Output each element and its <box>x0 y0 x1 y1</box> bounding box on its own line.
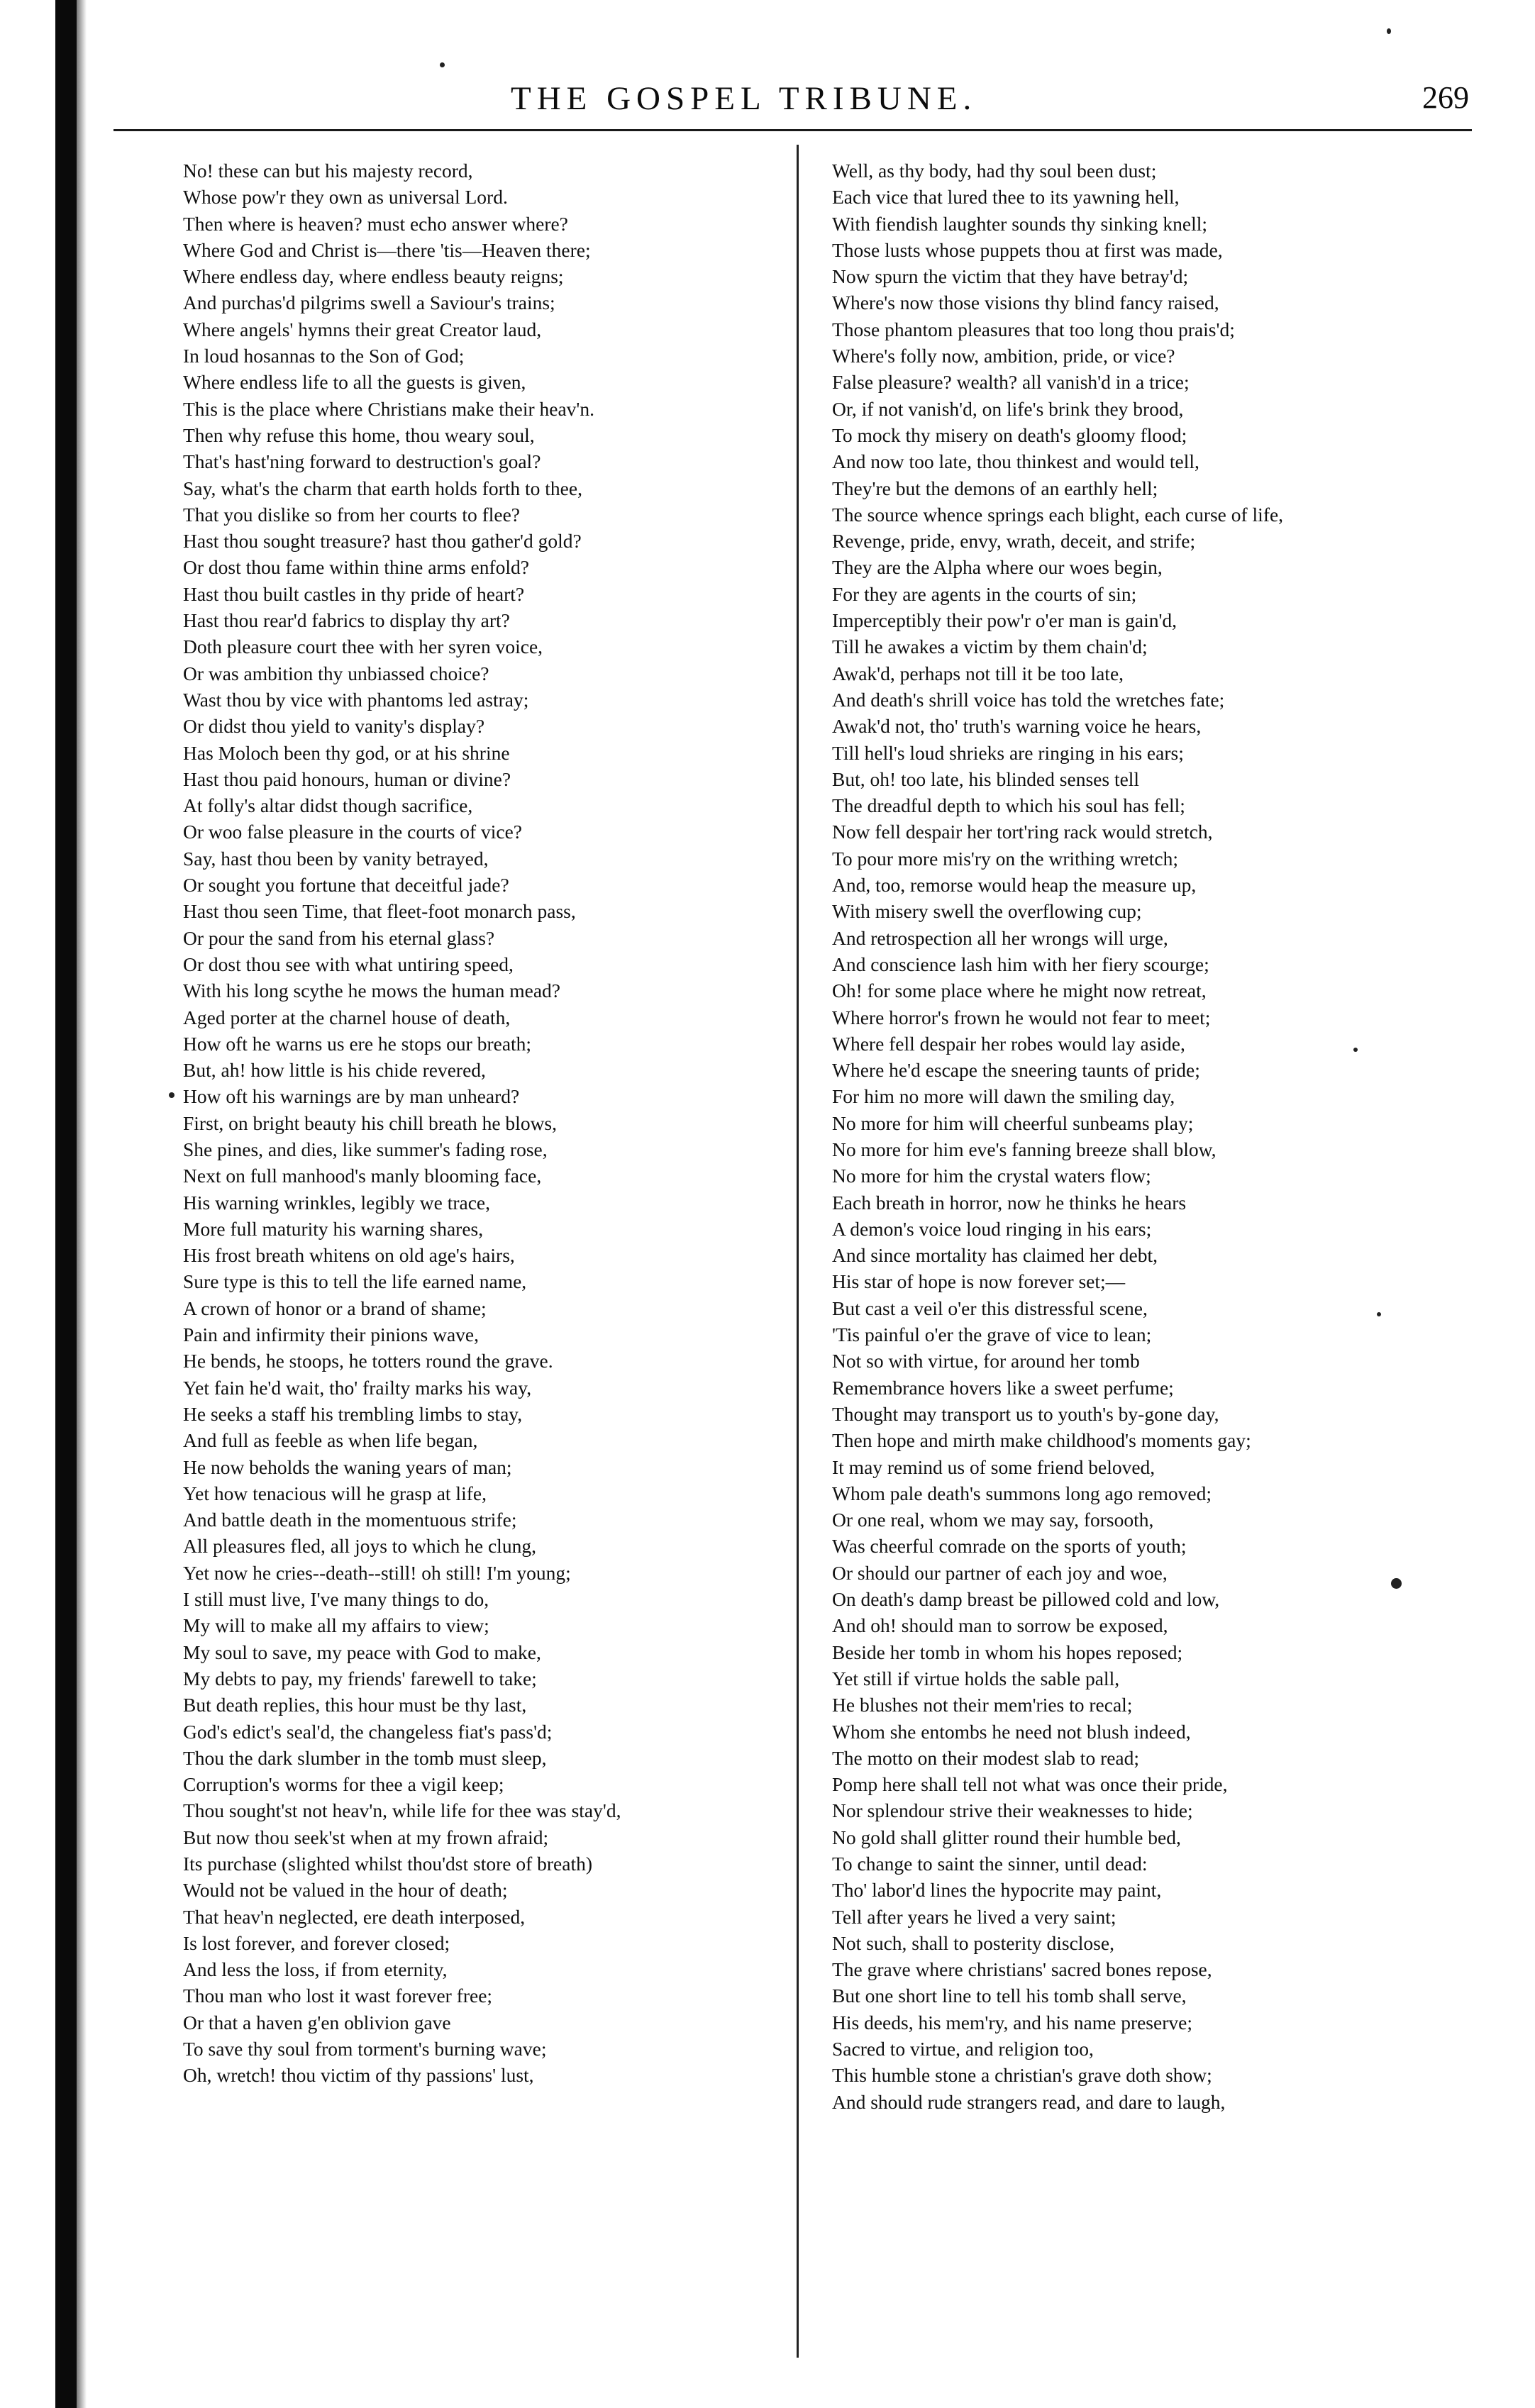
text-line: Say, hast thou been by vanity betrayed, <box>183 847 489 870</box>
text-line: No more for him the crystal waters flow; <box>832 1165 1151 1187</box>
text-line: This is the place where Christians make their heav'n. <box>183 397 594 420</box>
text-line: Or woo false pleasure in the courts of vice? <box>183 821 523 843</box>
text-line: Each vice that lured thee to its yawning hell, <box>832 186 1180 209</box>
text-line: To save thy soul from torment's burning wave; <box>183 2038 547 2060</box>
text-line: Where fell despair her robes would lay aside, <box>832 1032 1185 1055</box>
text-line: Sure type is this to tell the life earned name, <box>183 1270 527 1293</box>
text-line: Would not be valued in the hour of death; <box>183 1879 508 1902</box>
text-line: For him no more will dawn the smiling day, <box>832 1085 1175 1108</box>
text-line: How oft he warns us ere he stops our breath; <box>183 1032 532 1055</box>
text-line: In loud hosannas to the Son of God; <box>183 345 465 367</box>
text-line: With fiendish laughter sounds thy sinking knell; <box>832 212 1207 235</box>
speck <box>440 62 445 67</box>
text-line: Yet still if virtue holds the sable pall, <box>832 1667 1120 1690</box>
text-line: Pomp here shall tell not what was once their pride, <box>832 1773 1228 1796</box>
text-line: And now too late, thou thinkest and would tell, <box>832 450 1199 473</box>
text-line: She pines, and dies, like summer's fading rose, <box>183 1138 548 1160</box>
text-line: Oh! for some place where he might now retreat, <box>832 980 1207 1002</box>
text-line: Pain and infirmity their pinions wave, <box>183 1324 480 1346</box>
text-line: Or pour the sand from his eternal glass? <box>183 926 495 949</box>
text-line: Where's now those visions thy blind fancy raised, <box>832 292 1219 314</box>
text-line: And retrospection all her wrongs will urge, <box>832 926 1168 949</box>
text-line: The dreadful depth to which his soul has fell; <box>832 794 1185 817</box>
text-line: Thou sought'st not heav'n, while life for thee was stay'd, <box>183 1799 621 1822</box>
text-line: My soul to save, my peace with God to make, <box>183 1641 541 1663</box>
text-line: How oft his warnings are by man unheard? <box>183 1085 520 1108</box>
text-line: Where horror's frown he would not fear to meet; <box>832 1006 1211 1028</box>
text-line: It may remind us of some friend beloved, <box>832 1455 1156 1478</box>
page-number: 269 <box>1422 80 1469 115</box>
text-line: Is lost forever, and forever closed; <box>183 1931 450 1954</box>
text-line: Next on full manhood's manly blooming face, <box>183 1165 542 1187</box>
text-line: And full as feeble as when life began, <box>183 1429 478 1452</box>
text-line: This humble stone a christian's grave doth show; <box>832 2064 1212 2087</box>
text-line: Sacred to virtue, and religion too, <box>832 2038 1094 2060</box>
text-line: Revenge, pride, envy, wrath, deceit, and strife; <box>832 530 1196 553</box>
text-line: To mock thy misery on death's gloomy flood; <box>832 423 1187 446</box>
text-line: Hast thou rear'd fabrics to display thy art? <box>183 609 510 632</box>
text-line: Hast thou sought treasure? hast thou gather'd gold? <box>183 530 582 553</box>
text-line: Till he awakes a victim by them chain'd; <box>832 636 1148 658</box>
text-line: Its purchase (slighted whilst thou'dst store of breath) <box>183 1853 592 1875</box>
text-line: Whom pale death's summons long ago removed; <box>832 1482 1212 1504</box>
text-line: Till hell's loud shrieks are ringing in his ears; <box>832 741 1184 764</box>
text-line: Where he'd escape the sneering taunts of pride; <box>832 1059 1200 1082</box>
text-line: Then where is heaven? must echo answer where? <box>183 212 568 235</box>
text-line: Hast thou paid honours, human or divine? <box>183 767 511 790</box>
text-line: The grave where christians' sacred bones repose, <box>832 1958 1212 1981</box>
text-line: He seeks a staff his trembling limbs to stay, <box>183 1402 523 1425</box>
text-line: But, oh! too late, his blinded senses tell <box>832 767 1140 790</box>
text-line: Oh, wretch! thou victim of thy passions' lust, <box>183 2064 534 2087</box>
text-line: To change to saint the sinner, until dead: <box>832 1853 1148 1875</box>
text-line: And oh! should man to sorrow be exposed, <box>832 1614 1168 1637</box>
text-line: Corruption's worms for thee a vigil keep; <box>183 1773 504 1796</box>
text-line: And, too, remorse would heap the measure up, <box>832 874 1197 897</box>
text-line: Or one real, whom we may say, forsooth, <box>832 1509 1154 1531</box>
header-rule <box>113 129 1472 131</box>
text-line: No more for him eve's fanning breeze shall blow, <box>832 1138 1217 1160</box>
text-line: Thought may transport us to youth's by-gone day, <box>832 1402 1219 1425</box>
text-line: He bends, he stoops, he totters round the grave. <box>183 1350 553 1372</box>
text-line: Or dost thou fame within thine arms enfold? <box>183 556 530 579</box>
text-line: Thou man who lost it wast forever free; <box>183 1985 493 2007</box>
text-line: Where angels' hymns their great Creator laud, <box>183 318 542 340</box>
binding-spine <box>55 0 77 2408</box>
text-line: Where endless life to all the guests is given, <box>183 371 526 394</box>
text-line: Whose pow'r they own as universal Lord. <box>183 186 508 209</box>
text-line: They're but the demons of an earthly hell; <box>832 477 1158 499</box>
text-line: Nor splendour strive their weaknesses to hide; <box>832 1799 1193 1822</box>
text-line: Where's folly now, ambition, pride, or vice? <box>832 345 1175 367</box>
text-line: Hast thou built castles in thy pride of heart? <box>183 582 525 605</box>
text-line: No! these can but his majesty record, <box>183 160 473 182</box>
page-header <box>113 79 1472 129</box>
text-line: False pleasure? wealth? all vanish'd in a trice; <box>832 371 1190 394</box>
text-line: And death's shrill voice has told the wretches fate; <box>832 688 1225 711</box>
text-line: Or didst thou yield to vanity's display? <box>183 715 485 738</box>
text-line: Each breath in horror, now he thinks he hears <box>832 1191 1187 1214</box>
binding-shadow <box>77 0 87 2408</box>
text-line: Aged porter at the charnel house of death, <box>183 1006 511 1028</box>
text-line: But cast a veil o'er this distressful scene, <box>832 1297 1148 1319</box>
text-line: Awak'd, perhaps not till it be too late, <box>832 662 1124 684</box>
text-line: And since mortality has claimed her debt, <box>832 1244 1158 1267</box>
text-line: And purchas'd pilgrims swell a Saviour's trains; <box>183 292 555 314</box>
text-line: And battle death in the momentuous strife; <box>183 1509 517 1531</box>
text-line: Or, if not vanish'd, on life's brink they brood, <box>832 397 1184 420</box>
text-line: Then hope and mirth make childhood's moments gay; <box>832 1429 1251 1452</box>
text-line: Thou the dark slumber in the tomb must sleep, <box>183 1746 547 1769</box>
right-column <box>832 157 1470 2115</box>
text-line: And conscience lash him with her fiery scourge; <box>832 953 1209 975</box>
text-line: Well, as thy body, had thy soul been dust; <box>832 160 1157 182</box>
text-line: Wast thou by vice with phantoms led astray; <box>183 688 529 711</box>
text-line: They are the Alpha where our woes begin, <box>832 556 1163 579</box>
text-line: His deeds, his mem'ry, and his name preserve; <box>832 2011 1192 2034</box>
speck <box>1387 28 1391 34</box>
text-line: Say, what's the charm that earth holds forth to thee, <box>183 477 582 499</box>
text-line: Remembrance hovers like a sweet perfume; <box>832 1376 1174 1399</box>
text-line: At folly's altar didst though sacrifice, <box>183 794 473 817</box>
text-line: A demon's voice loud ringing in his ears; <box>832 1217 1152 1240</box>
speck <box>1353 1048 1358 1052</box>
text-line: He now beholds the waning years of man; <box>183 1455 512 1478</box>
text-line: Tho' labor'd lines the hypocrite may paint, <box>832 1879 1162 1902</box>
text-line: Now fell despair her tort'ring rack would stretch, <box>832 821 1213 843</box>
text-line: The motto on their modest slab to read; <box>832 1746 1140 1769</box>
text-line: Tell after years he lived a very saint; <box>832 1905 1116 1928</box>
text-line: Not such, shall to posterity disclose, <box>832 1931 1114 1954</box>
text-line: 'Tis painful o'er the grave of vice to lean; <box>832 1324 1152 1346</box>
text-line: Awak'd not, tho' truth's warning voice he hears, <box>832 715 1202 738</box>
text-line: My will to make all my affairs to view; <box>183 1614 489 1637</box>
text-line: That you dislike so from her courts to flee? <box>183 503 521 526</box>
text-line: Or was ambition thy unbiassed choice? <box>183 662 489 684</box>
text-line: First, on bright beauty his chill breath he blows, <box>183 1111 558 1134</box>
text-line: With his long scythe he mows the human mead? <box>183 980 560 1002</box>
left-column <box>183 157 786 2089</box>
text-line: Hast thou seen Time, that fleet-foot monarch pass, <box>183 900 576 923</box>
text-line: Yet how tenacious will he grasp at life, <box>183 1482 487 1504</box>
text-line: Or sought you fortune that deceitful jade? <box>183 874 509 897</box>
speck <box>169 1092 174 1098</box>
text-line: Where God and Christ is—there 'tis—Heaven there; <box>183 238 591 261</box>
text-line: Was cheerful comrade on the sports of youth; <box>832 1535 1187 1558</box>
text-line: His frost breath whitens on old age's hairs, <box>183 1244 515 1267</box>
text-line: That's hast'ning forward to destruction's goal? <box>183 450 541 473</box>
text-line: Yet fain he'd wait, tho' frailty marks his way, <box>183 1376 532 1399</box>
text-line: Has Moloch been thy god, or at his shrine <box>183 741 510 764</box>
text-line: Or that a haven g'en oblivion gave <box>183 2011 451 2034</box>
text-line: Not so with virtue, for around her tomb <box>832 1350 1140 1372</box>
text-line: My debts to pay, my friends' farewell to take; <box>183 1667 537 1690</box>
text-line: And less the loss, if from eternity, <box>183 1958 448 1981</box>
text-line: Those phantom pleasures that too long thou prais'd; <box>832 318 1235 340</box>
speck <box>1391 1578 1402 1589</box>
text-line: More full maturity his warning shares, <box>183 1217 484 1240</box>
text-line: That heav'n neglected, ere death interposed, <box>183 1905 526 1928</box>
text-line: On death's damp breast be pillowed cold and low, <box>832 1588 1220 1611</box>
text-line: Where endless day, where endless beauty reigns; <box>183 265 564 288</box>
text-line: Yet now he cries--death--still! oh still! I'm young; <box>183 1561 571 1584</box>
text-line: His star of hope is now forever set;— <box>832 1270 1126 1293</box>
text-line: To pour more mis'ry on the writhing wretch; <box>832 847 1179 870</box>
text-line: Or dost thou see with what untiring speed, <box>183 953 514 975</box>
text-line: But now thou seek'st when at my frown afraid; <box>183 1826 549 1848</box>
text-line: No gold shall glitter round their humble bed, <box>832 1826 1181 1848</box>
text-line: Imperceptibly their pow'r o'er man is gain'd, <box>832 609 1177 632</box>
speck <box>1377 1312 1381 1316</box>
column-divider <box>797 145 799 2358</box>
text-line: All pleasures fled, all joys to which he clung, <box>183 1535 536 1558</box>
text-line: God's edict's seal'd, the changeless fiat's pass'd; <box>183 1720 553 1743</box>
text-line: With misery swell the overflowing cup; <box>832 900 1142 923</box>
text-line: His warning wrinkles, legibly we trace, <box>183 1191 491 1214</box>
text-line: Doth pleasure court thee with her syren voice, <box>183 636 543 658</box>
text-line: Whom she entombs he need not blush indeed, <box>832 1720 1191 1743</box>
text-line: The source whence springs each blight, each curse of life, <box>832 503 1284 526</box>
text-line: No more for him will cheerful sunbeams play; <box>832 1111 1194 1134</box>
text-line: A crown of honor or a brand of shame; <box>183 1297 487 1319</box>
text-line: Then why refuse this home, thou weary soul, <box>183 423 535 446</box>
text-line: But one short line to tell his tomb shall serve, <box>832 1985 1187 2007</box>
text-line: Or should our partner of each joy and woe, <box>832 1561 1168 1584</box>
text-line: Now spurn the victim that they have betray'd; <box>832 265 1189 288</box>
text-line: But death replies, this hour must be thy last, <box>183 1694 527 1716</box>
text-line: Those lusts whose puppets thou at first was made, <box>832 238 1223 261</box>
journal-title: THE GOSPEL TRIBUNE. <box>511 80 977 117</box>
text-line: I still must live, I've many things to do, <box>183 1588 489 1611</box>
text-line: But, ah! how little is his chide revered, <box>183 1059 486 1082</box>
text-line: For they are agents in the courts of sin; <box>832 582 1137 605</box>
text-line: He blushes not their mem'ries to recal; <box>832 1694 1133 1716</box>
text-line: And should rude strangers read, and dare to laugh, <box>832 2090 1226 2113</box>
text-line: Beside her tomb in whom his hopes reposed; <box>832 1641 1183 1663</box>
